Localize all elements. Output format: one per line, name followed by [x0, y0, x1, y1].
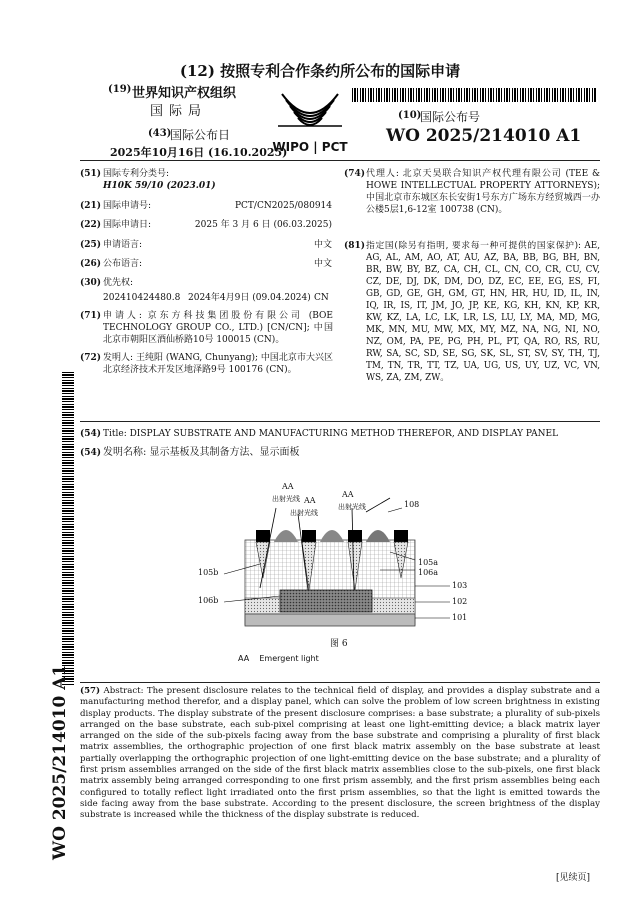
f26-label: 公布语言:: [103, 259, 143, 269]
pub-date-label: 国际公布日: [170, 128, 231, 142]
f30-code: (30): [80, 278, 102, 288]
pub-no-code: (10): [398, 110, 422, 121]
header-barcode: [352, 88, 596, 102]
wipo-logo-text: WIPO | PCT: [272, 140, 348, 154]
f22-label: 国际申请日:: [103, 220, 152, 230]
fig-label-108: 108: [404, 500, 420, 509]
f26-code: (26): [80, 259, 102, 269]
fig-label-101: 101: [452, 613, 468, 622]
org-sub: 国际局: [150, 104, 208, 119]
title-divider: [80, 421, 600, 422]
f26-value: 中文: [313, 259, 332, 269]
f81-code: (81): [344, 241, 366, 251]
f25-code: (25): [80, 240, 102, 250]
fig-label-em1: 出射光线: [272, 495, 300, 503]
f72-code: (72): [80, 353, 102, 363]
f51-code: (51): [80, 169, 102, 179]
fig-label-106b: 106b: [198, 596, 219, 605]
abstract-text: Abstract: The present disclosure relates to the technical field of display, and provides a display substrate and a manufacturing method therefor, and a display panel, which can solve the problem of low screen brightness in existing display products. The display substrate of the present disclosure comprises: a base substrate; a plurality of sub-pixels arranged on the base substrate, each sub-pixel comprising at least one light-emitting device; a black matrix layer arranged on the side of the sub-pixels facing away from the base substrate and comprising a plurality of first black matrix assemblies, the orthographic projection of one first black matrix assembly on the base substrate at least partially overlapping the orthographic projection of one light-emitting device on the base substrate; and a plurality of first prism assemblies arranged on the side of the first black matrix assemblies close to the sub-pixels, one first black matrix assembly being arranged corresponding to one first prism assembly, and the first prism assemblies being each configured to totally reflect light irradiated onto the first prism assemblies, so that the light is emitted towards the side facing away from the base substrate. According to the present disclosure, the screen brightness of the display substrate is increased while the thickness of the display substrate is reduced.: [80, 686, 601, 821]
pub-date-code: (43): [148, 128, 172, 139]
f51-value: H10K 59/10 (2023.01): [103, 181, 216, 191]
fig-label-em3: 出射光线: [338, 503, 366, 511]
side-pub-number: WO 2025/214010 A1: [50, 664, 70, 860]
side-barcode: [62, 372, 74, 686]
figure-caption: 图 6: [330, 639, 348, 649]
f30-number: 202410424480.8: [103, 293, 181, 303]
title-en-code: (54): [80, 429, 102, 439]
title-en: Title: DISPLAY SUBSTRATE AND MANUFACTURING METHOD THEREFOR, AND DISPLAY PANEL: [103, 429, 559, 439]
abstract-divider: [80, 682, 600, 683]
fig-label-105b: 105b: [198, 568, 219, 577]
fig-label-103: 103: [452, 581, 468, 590]
f30-label: 优先权:: [103, 278, 134, 288]
figure-6: [190, 478, 490, 668]
org-name: 世界知识产权组织: [132, 86, 237, 101]
document-type-title: (12) 按照专利合作条约所公布的国际申请: [179, 62, 461, 80]
f21-label: 国际申请号:: [103, 201, 152, 211]
f74-code: (74): [344, 169, 366, 179]
figure-legend: AA Emergent light: [238, 654, 319, 663]
f51-label: 国际专利分类号:: [103, 169, 170, 179]
pub-date: 2025年10月16日 (16.10.2025): [110, 146, 288, 159]
continued-note: [见续页]: [556, 873, 591, 883]
f72-inventor: 发明人: 王纯阳 (WANG, Chunyang); 中国北京市大兴区北京经济技术开发区地泽路9号 100176 (CN)。: [103, 353, 333, 375]
abstract: [80, 686, 600, 822]
f21-value: PCT/CN2025/080914: [234, 201, 332, 211]
f30-country: CN: [314, 293, 329, 303]
title-cn: 发明名称: 显示基板及其制备方法、显示面板: [103, 447, 300, 458]
f25-label: 申请语言:: [103, 240, 143, 250]
title-cn-code: (54): [80, 448, 102, 458]
fig-label-102: 102: [452, 597, 468, 606]
f22-value: 2025 年 3 月 6 日 (06.03.2025): [194, 220, 332, 230]
f21-code: (21): [80, 201, 102, 211]
org-code: (19): [108, 84, 132, 95]
header-divider: [80, 160, 600, 161]
fig-label-105a: 105a: [418, 558, 439, 567]
f25-value: 中文: [313, 240, 332, 250]
fig-label-aa3: AA: [342, 490, 354, 499]
abstract-code: (57): [80, 686, 101, 696]
f74-agent: 代理人: 北京天昊联合知识产权代理有限公司 (TEE & HOWE INTELLECTUAL PROPERTY ATTORNEYS); 中国北京市东城区东长安街1号东方广场东方经贸城西一办公楼5层1,6-12室 100738 (CN)。: [366, 169, 600, 215]
f30-date: 2024年4月9日 (09.04.2024): [188, 293, 311, 303]
f71-applicant: 申请人: 京东方科技集团股份有限公司 (BOE TECHNOLOGY GROUP CO., LTD.) [CN/CN]; 中国北京市朝阳区酒仙桥路10号 100015 (CN)。: [103, 311, 333, 345]
wipo-logo-icon: [270, 86, 350, 138]
f81-designated-states: 指定国(除另有指明, 要求每一种可提供的国家保护): AE, AG, AL, AM, AO, AT, AU, AZ, BA, BB, BG, BH, BN, BR, BW, BY, BZ, CA, CH, CL, CN, CO, CR, CU, CV, CZ, DE, DJ, DK, DM, DO, DZ, EC, EE, EG, ES, FI, GB, GD, GE, GH, GM, GT, HN, HR, HU, ID, IL, IN, IQ, IR, IS, IT, JM, JO, JP, KE, KG, KH, KN, KP, KR, KW, KZ, LA, LC, LK, LR, LS, LU, LY, MA, MD, MG, MK, MN, MU, MW, MX, MY, MZ, NA, NG, NI, NO, NZ, OM, PA, PE, PG, PH, PL, PT, QA, RO, RS, RU, RW, SA, SC, SD, SE, SG, SK, SL, ST, SV, SY, TH, TJ, TM, TN, TR, TT, TZ, UA, UG, US, UY, UZ, VC, VN, WS, ZA, ZM, ZW。: [366, 241, 600, 383]
pub-no: WO 2025/214010 A1: [386, 126, 582, 146]
fig-label-em2: 出射光线: [290, 509, 318, 517]
f22-code: (22): [80, 220, 102, 230]
wipo-logo: [270, 86, 350, 156]
f71-code: (71): [80, 311, 102, 321]
pub-no-label: 国际公布号: [420, 110, 481, 124]
fig-label-aa1: AA: [282, 482, 294, 491]
fig-label-aa2: AA: [304, 496, 316, 505]
fig-label-106a: 106a: [418, 568, 439, 577]
